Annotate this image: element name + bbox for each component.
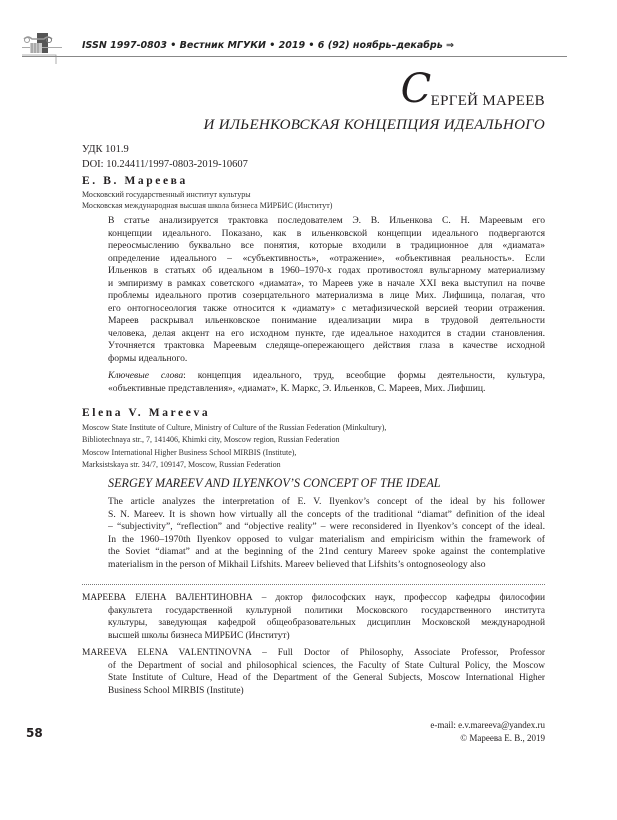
running-header: ISSN 1997-0803 • Вестник МГУКИ • 2019 • 6 (92) ноябрь–декабрь ⇒ [82, 40, 454, 51]
keywords-label: Ключевые слова [108, 370, 184, 381]
journal-logo-column-icon [22, 33, 62, 65]
text-line: the Soviet “diamat” and at the beginning of the 21nd century Mareev spoke against the contemplative [108, 546, 545, 557]
affiliation-en: Marksistskaya str. 34/7, 109147, Moscow, Russian Federation [82, 460, 281, 469]
text-line: В статье анализируется трактовка последователем Э. В. Ильенкова С. Н. Мареевым его [108, 215, 545, 226]
text-line: формы идеального. [108, 352, 188, 364]
text-line: и эмпиризму в рамках советского «диамата», то Мареев уже в начале XXI века выступил на почве [108, 277, 545, 289]
text-line: Business School MIRBIS (Institute) [108, 685, 244, 696]
abstract-en [108, 496, 545, 571]
text-line: The article analyzes the interpretation of E. V. Ilyenkov’s concept of the ideal by his follower [108, 496, 545, 507]
copyright: © Мареева Е. В., 2019 [460, 733, 545, 743]
author-name-ru: Е. В. Мареева [82, 175, 188, 187]
udk: УДК 101.9 [82, 144, 129, 155]
text-line: Уточняется трактовка Мареевым следяще-опережающего действия глаза в качестве исходной [108, 340, 545, 351]
article-title-en: SERGEY MAREEV AND ILYENKOV’S CONCEPT OF THE IDEAL [108, 476, 441, 490]
keywords-text: «объективные представления», «диамат», К. Маркс, Э. Ильенков, С. Мареев, Мих. Лифшиц. [108, 382, 486, 394]
text-line: materialism in the person of Mikhail Lifshits. Mareev believed that Lifshits’s ontognoseology also [108, 558, 486, 570]
affiliation-en: Moscow State Institute of Culture, Ministry of Culture of the Russian Federation (Minkultury), [82, 423, 387, 432]
text-line: высшей школы бизнеса МИРБИС (Институт) [108, 630, 290, 641]
text-line: культуры, заведующая кафедрой общеобразовательных дисциплин Московской международной [108, 618, 545, 628]
page-number: 58 [26, 726, 43, 740]
text-line: проблемы идеального против созерцательного материализма в лице Мих. Лифшица, полагая, что [108, 290, 545, 301]
article-title-line-2: И ИЛЬЕНКОВСКАЯ КОНЦЕПЦИЯ ИДЕАЛЬНОГО [203, 117, 545, 133]
text-line: Мареев раскрывал ильенковское понимание идеализации мира в трудовой деятельности [108, 315, 545, 326]
affiliation-ru: Московский государственный институт культуры [82, 190, 251, 199]
text-line: of the Department of social and philosophical sciences, the Faculty of State Cultural Policy, the Moscow [108, 660, 545, 671]
text-line: факультета государственной культурной политики Московского государственного института [108, 605, 545, 616]
abstract-ru [108, 215, 545, 365]
doi[interactable]: DOI: 10.24411/1997-0803-2019-10607 [82, 159, 248, 170]
article-title-line-1 [400, 66, 545, 112]
text-line: – “subjectivity”, “reflection” and “objective reality” – were reconsidered in Ilyenkov’s concept of the ideal. [108, 521, 545, 532]
affiliation-en: Bibliotechnaya str., 7, 141406, Khimki city, Moscow region, Russian Federation [82, 435, 340, 444]
text-line: S. N. Mareev. It is shown how virtually all the concepts of the traditional “diamat” definition of the ideal [108, 508, 545, 520]
text-line: МАРЕЕВА ЕЛЕНА ВАЛЕНТИНОВНА – доктор философских наук, профессор кафедры философии [82, 593, 545, 603]
text-line: человека, делая акцент на его исходном пункте, где идеальное находится в стадии становления. [108, 327, 545, 339]
affiliation-ru: Московская международная высшая школа бизнеса МИРБИС (Институт) [82, 201, 333, 210]
text-line: концепции идеального. Показано, как в ильенковской концепции идеального подвергаются [108, 227, 545, 239]
author-name-en: Elena V. Mareeva [82, 407, 211, 419]
title-line-1-text: ЕРГЕЙ МАРЕЕВ [430, 93, 545, 109]
text-line: State Institute of Culture, Head of the Department of the General Subjects, Moscow International Higher [108, 673, 545, 683]
text-line: его онтогносеология также относится к «диамату» с метафизической версией теории отражения. [108, 302, 545, 314]
affiliation-en: Moscow International Higher Business School MIRBIS (Institute), [82, 448, 297, 457]
author-bio-en [82, 647, 545, 697]
header-divider [22, 56, 567, 57]
keywords-text: : концепция идеального, труд, всеобщие формы деятельности, культура, [183, 370, 545, 381]
text-line: In the 1960–1970th Ilyenkov opposed to vulgar materialism and empiricism within the framework of [108, 533, 545, 545]
section-divider [82, 584, 545, 585]
text-line: MAREEVA ELENA VALENTINOVNA – Full Doctor of Philosophy, Associate Professor, Professor [82, 648, 545, 658]
text-line: переосмыслению буквально все понятия, которые входили в традиционное для «диамата» [108, 240, 545, 251]
keywords-ru [108, 370, 545, 395]
text-line: Ильенков в статьях об идеальном в 1960–1970-х годах противостоял вульгарному материализму [108, 265, 545, 276]
title-initial: С [400, 66, 432, 112]
author-bio-ru [82, 592, 545, 642]
author-email[interactable]: e-mail: e.v.mareeva@yandex.ru [430, 720, 545, 730]
text-line: определение идеального – «субъективность», «отражение», «объективная реальность». Если [108, 252, 545, 264]
